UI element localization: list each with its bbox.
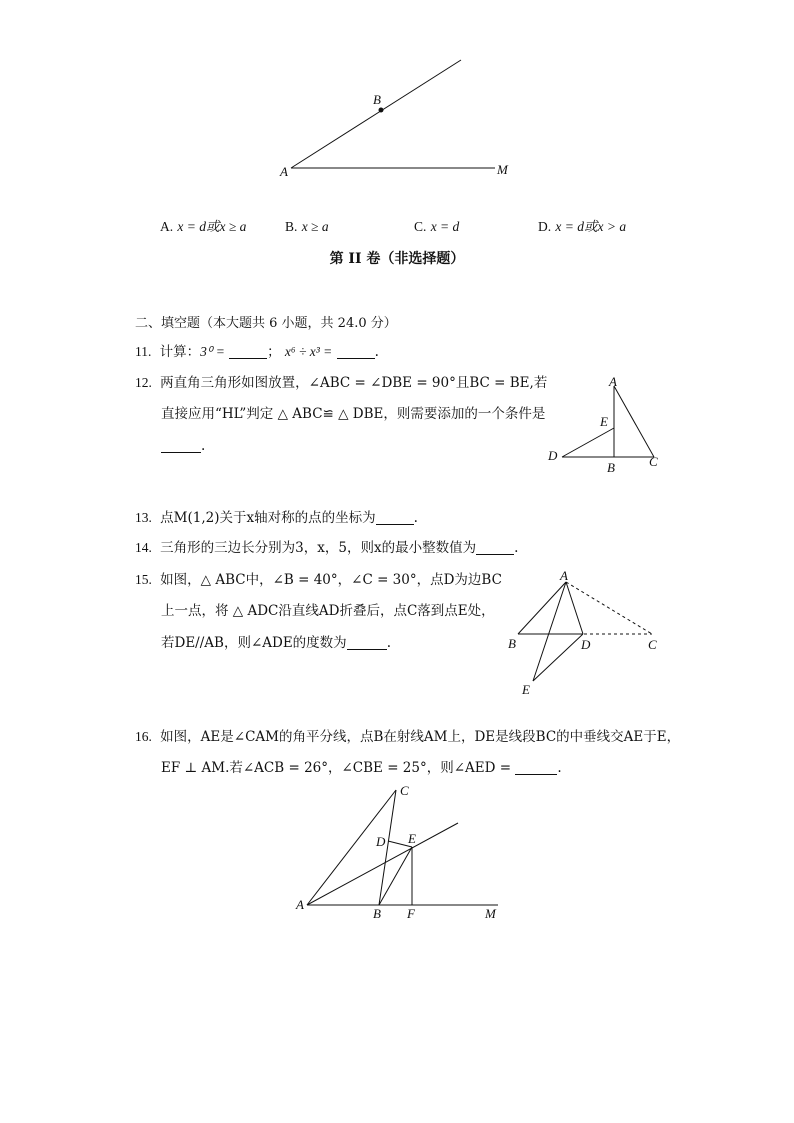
- q15-label-A: A: [560, 568, 568, 583]
- question-number: 15.: [135, 572, 152, 587]
- q16-label-A: A: [296, 897, 304, 912]
- q10-label-B: B: [373, 92, 381, 107]
- q15-figure: [500, 568, 670, 698]
- q10-label-A: A: [280, 164, 288, 179]
- question-number: 13.: [135, 510, 152, 525]
- answer-blank[interactable]: [376, 510, 414, 525]
- q16-line2: [161, 759, 562, 777]
- question-12: [135, 374, 547, 392]
- q11-prefix: 计算：: [159, 344, 201, 360]
- q16-label-D: D: [376, 834, 386, 849]
- q13-text: 点M(1,2)关于x轴对称的点的坐标为: [160, 510, 376, 526]
- q16-line2-text: EF ⊥ AM.若∠ACB = 26°，∠CBE = 25°，则∠AED =: [161, 760, 512, 776]
- q10-option-c: [414, 218, 459, 236]
- q13-end: .: [413, 510, 418, 526]
- q15-label-D: D: [581, 637, 591, 652]
- q15-end: .: [386, 635, 391, 651]
- question-number: 11.: [135, 344, 152, 359]
- answer-blank[interactable]: [161, 438, 201, 453]
- q10-option-a: [160, 218, 246, 236]
- option-tag: C.: [414, 219, 427, 234]
- q15-line2: 上一点，将 △ ADC沿直线AD折叠后，点C落到点E处，: [161, 603, 495, 619]
- question-number: 14.: [135, 540, 152, 555]
- q16-line1: 如图，AE是∠CAM的角平分线，点B在射线AM上，DE是线段BC的中垂线交AE于E，: [160, 729, 681, 745]
- answer-blank[interactable]: [515, 760, 557, 775]
- q16-label-B: B: [373, 906, 381, 921]
- q15-line3: [161, 634, 391, 652]
- q10-figure: [270, 52, 520, 187]
- question-11: [135, 343, 379, 361]
- q16-label-M: M: [485, 906, 496, 921]
- q12-label-E: E: [600, 414, 608, 429]
- option-text: x = d: [430, 219, 460, 234]
- q10-label-M: M: [497, 162, 508, 177]
- answer-blank[interactable]: [229, 344, 267, 359]
- q16-label-E: E: [408, 831, 416, 846]
- q12-figure: [540, 372, 670, 477]
- option-tag: A.: [160, 219, 174, 234]
- q12-line3: [161, 437, 205, 455]
- q16-figure: [290, 780, 510, 925]
- question-15: [135, 571, 502, 589]
- q15-line1: 如图，△ ABC中，∠B = 40°，∠C = 30°，点D为边BC: [160, 572, 502, 588]
- q11-expr1: 3⁰ =: [200, 344, 225, 359]
- q16-label-C: C: [400, 783, 409, 798]
- q12-end: .: [201, 438, 206, 454]
- option-text: x = d或x ≥ a: [177, 219, 247, 234]
- question-13: [135, 509, 418, 527]
- q15-label-B: B: [508, 636, 516, 651]
- q15-line3-text: 若DE//AB，则∠ADE的度数为: [161, 635, 347, 651]
- q12-label-D: D: [548, 448, 558, 463]
- q12-line2: 直接应用“HL”判定 △ ABC≌ △ DBE，则需要添加的一个条件是: [161, 406, 546, 422]
- q16-label-F: F: [407, 906, 415, 921]
- option-text: x = d或x > a: [555, 219, 627, 234]
- answer-blank[interactable]: [347, 635, 387, 650]
- question-number: 12.: [135, 375, 152, 390]
- q12-label-A: A: [609, 374, 617, 389]
- q15-label-C: C: [648, 637, 657, 652]
- q15-label-E: E: [522, 682, 530, 697]
- question-number: 16.: [135, 729, 152, 744]
- answer-blank[interactable]: [337, 344, 375, 359]
- q12-label-C: C: [649, 454, 658, 469]
- question-14: [135, 539, 518, 557]
- q12-label-B: B: [607, 460, 615, 475]
- option-tag: B.: [285, 219, 298, 234]
- option-text: x ≥ a: [301, 219, 329, 234]
- question-16: [135, 728, 680, 746]
- q11-end: .: [374, 344, 379, 360]
- option-tag: D.: [538, 219, 552, 234]
- q11-expr2: x⁶ ÷ x³ =: [284, 344, 333, 359]
- q10-option-b: [285, 218, 329, 236]
- q14-text: 三角形的三边长分别为3，x，5，则x的最小整数值为: [160, 540, 477, 556]
- section-header: 二、填空题（本大题共 6 小题，共 24.0 分）: [135, 316, 397, 331]
- q12-line1: 两直角三角形如图放置，∠ABC = ∠DBE = 90°且BC = BE,若: [160, 375, 548, 391]
- q14-end: .: [514, 540, 519, 556]
- q11-sep: ；: [267, 344, 281, 360]
- answer-blank[interactable]: [476, 540, 514, 555]
- q16-end: .: [557, 760, 562, 776]
- part-title: 第 II 卷（非选择题）: [329, 251, 465, 267]
- q10-option-d: [538, 218, 626, 236]
